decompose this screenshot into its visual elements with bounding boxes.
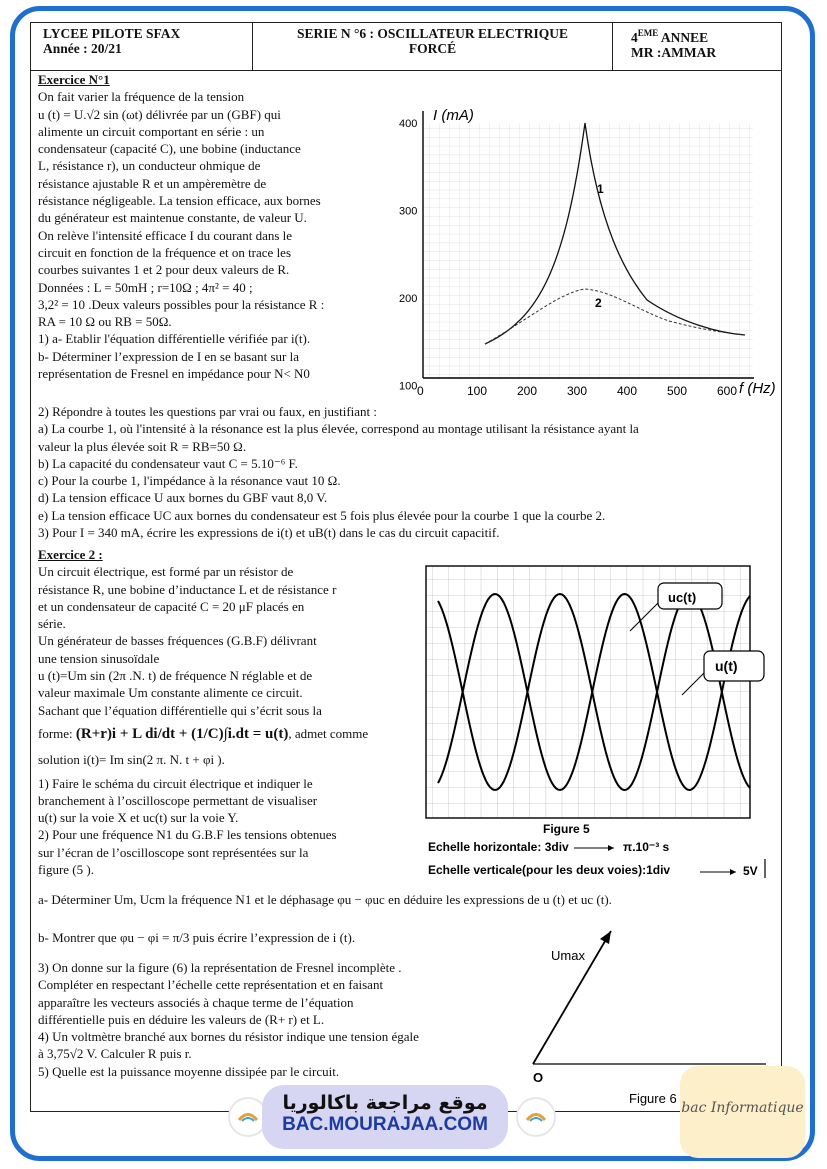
- graph1-x-tick: 0: [417, 384, 424, 398]
- ex2-title: Exercice 2 :: [38, 547, 103, 562]
- series-subtitle: FORCÉ: [408, 41, 457, 56]
- header-series-cell: [253, 23, 613, 70]
- text-line: On fait varier la fréquence de la tension: [38, 89, 245, 105]
- grade-sup: EME: [637, 28, 659, 38]
- graph1-x-tick: 600: [717, 384, 738, 398]
- grade-number: 4: [631, 30, 638, 45]
- u-label: u(t): [715, 658, 738, 674]
- text-line: apparaître les vecteurs associés à chaque terme de l’équation: [38, 994, 354, 1010]
- text-line: alimente un circuit comportant en série : un: [38, 123, 265, 139]
- uc-label: uc(t): [668, 590, 697, 605]
- text-line: résistance R, une bobine d’inductance L et de résistance r: [38, 581, 337, 597]
- text-line: du générateur est maintenue constante, de valeur U.: [38, 210, 307, 226]
- text-line: circuit en fonction de la fréquence et on trace les: [38, 244, 292, 260]
- text-line: à 3,75√2 V. Calculer R puis r.: [38, 1046, 192, 1062]
- graph1-x-tick: 100: [467, 384, 488, 398]
- ex2-qb: b- Montrer que φu − φi = π/3 puis écrire l’expression de i (t).: [38, 930, 356, 945]
- text-line: branchement à l’oscilloscope permettant de visualiser: [38, 792, 318, 808]
- text-line: 3) Pour I = 340 mA, écrire les expressions de i(t) et uB(t) dans le cas du circuit capacitif.: [38, 525, 500, 541]
- text-line: d) La tension efficace U aux bornes du GBF vaut 8,0 V.: [38, 490, 328, 506]
- text-line: 4) Un voltmètre branché aux bornes du résistor indique une tension égale: [38, 1029, 419, 1045]
- fresnel-origin: O: [533, 1070, 544, 1085]
- ex2-eq-prefix: forme:: [38, 725, 73, 741]
- ex2-solution: solution i(t)= Im sin(2 π. N. t + φi ).: [38, 752, 225, 768]
- text-line: sur l’écran de l’oscilloscope sont représentées sur la: [38, 844, 309, 860]
- series-title: SERIE N °6 : OSCILLATEUR ELECTRIQUE: [296, 26, 569, 41]
- graph1-x-tick: 300: [567, 384, 588, 398]
- text-line: Compléter en respectant l’échelle cette représentation et en faisant: [38, 977, 384, 993]
- text-line: Un générateur de basses fréquences (G.B.F) délivrant: [38, 633, 317, 649]
- site-url[interactable]: BAC.MOURAJAA.COM: [282, 1114, 488, 1135]
- text-line: u (t) = U.√2 sin (ωt) délivrée par un (GBF) qui: [38, 106, 281, 122]
- text-line: et un condensateur de capacité C = 20 μF placés en: [38, 598, 305, 614]
- text-line: série.: [38, 616, 66, 632]
- ex1-text: [38, 71, 393, 382]
- school-name: LYCEE PILOTE SFAX: [43, 26, 181, 41]
- text-line: 5) Quelle est la puissance moyenne dissipée par le circuit.: [38, 1063, 340, 1079]
- text-line: différentielle puis en déduire les valeurs de (R+ r) et L.: [38, 1011, 325, 1027]
- site-arabic-title: موقع مراجعة باكالوريا: [282, 1092, 488, 1114]
- text-line: u(t) sur la voie X et uc(t) sur la voie Y.: [38, 810, 239, 826]
- graph1-y-tick: 400: [399, 118, 418, 130]
- bac-informatique-logo: [680, 1066, 805, 1158]
- graph1-x-label: f (Hz): [739, 380, 776, 397]
- text-line: Sachant que l’équation différentielle qui s’écrit sous la: [38, 702, 322, 718]
- figure5-oscillogram: [416, 563, 776, 878]
- text-line: figure (5 ).: [38, 862, 94, 878]
- ex2-q3-text: [38, 959, 518, 1080]
- ex2-equation-line: [38, 725, 418, 743]
- school-year: Année : 20/21: [43, 41, 122, 56]
- header-grade-cell: [613, 23, 782, 70]
- exam-sheet: [30, 22, 782, 1112]
- ex2-equation: (R+r)i + L di/dt + (1/C)∫i.dt = u(t): [75, 725, 289, 742]
- graph1-y-tick: 300: [399, 205, 418, 218]
- ex1-title: Exercice N°1: [38, 72, 110, 87]
- brand-text: bac Informatique: [681, 1100, 804, 1116]
- ex2-qa: a- Déterminer Um, Ucm la fréquence N1 et le déphasage φu − φuc en déduire les expressions de u (t) et uc (t).: [38, 892, 612, 907]
- graph1-x-tick: 500: [667, 384, 688, 398]
- text-line: 1) Faire le schéma du circuit électrique et indiquer le: [38, 775, 313, 791]
- ex1-q2-text: [38, 403, 778, 541]
- text-line: condensateur (capacité C), une bobine (inductance: [38, 141, 301, 157]
- grade-word: ANNEE: [660, 30, 709, 45]
- curve-2-label: 2: [595, 296, 602, 310]
- fresnel-vector-label: Umax: [551, 948, 585, 963]
- text-line: représentation de Fresnel en impédance pour N< N0: [38, 366, 310, 382]
- text-line: u (t)=Um sin (2π .N. t) de fréquence N réglable et de: [38, 668, 313, 684]
- text-line: e) La tension efficace UC aux bornes du condensateur est 5 fois plus élevée pour la courbe 1 que la courbe 2.: [38, 507, 606, 523]
- text-line: a) La courbe 1, où l'intensité à la résonance est la plus élevée, correspond au montage utilisant la résistance ayant la: [38, 421, 639, 437]
- text-line: L, résistance r), un conducteur ohmique de: [38, 158, 261, 174]
- figure6-caption: Figure 6: [629, 1091, 677, 1106]
- text-line: b) La capacité du condensateur vaut C = 5.10⁻⁶ F.: [38, 455, 298, 471]
- site-logo-right: [516, 1097, 556, 1137]
- hscale-label: Echelle horizontale: 3div: [428, 840, 569, 854]
- graph1-x-tick: 200: [517, 384, 538, 398]
- text-line: résistance ajustable R et un ampèremètre de: [38, 175, 267, 191]
- text-line: 3) On donne sur la figure (6) la représentation de Fresnel incomplète .: [38, 960, 402, 975]
- teacher-name: MR :AMMAR: [631, 45, 717, 60]
- graph1-y-label: I (mA): [433, 107, 474, 124]
- figure5-caption: Figure 5: [543, 822, 590, 836]
- text-line: On relève l'intensité efficace I du courant dans le: [38, 227, 293, 243]
- text-line: 2) Pour une fréquence N1 du G.B.F les tensions obtenues: [38, 827, 337, 843]
- text-line: Un circuit électrique, est formé par un résistor de: [38, 564, 294, 580]
- text-line: 3,2² = 10 .Deux valeurs possibles pour la résistance R :: [38, 296, 325, 312]
- graph1-x-tick: 400: [617, 384, 638, 398]
- text-line: valeur maximale Um constante alimente ce circuit.: [38, 685, 303, 701]
- graph1-y-tick: 200: [399, 293, 418, 305]
- text-line: Données : L = 50mH ; r=10Ω ; 4π² = 40 ;: [38, 279, 253, 295]
- text-line: une tension sinusoïdale: [38, 650, 160, 666]
- text-line: valeur la plus élevée soit R = RB=50 Ω.: [38, 438, 247, 454]
- graph1-y-tick: 100: [399, 380, 418, 393]
- ex2-eq-suffix: , admet comme: [288, 725, 369, 741]
- vscale-value: 5V: [743, 864, 758, 878]
- curve-1-label: 1: [597, 182, 604, 196]
- text-line: RA = 10 Ω ou RB = 50Ω.: [38, 314, 172, 330]
- header-table: [31, 23, 782, 71]
- text-line: c) Pour la courbe 1, l'impédance à la résonance vaut 10 Ω.: [38, 473, 341, 489]
- resonance-graph: [399, 93, 779, 398]
- site-badge[interactable]: [262, 1085, 508, 1149]
- ex2-text: [38, 546, 418, 878]
- text-line: 2) Répondre à toutes les questions par vrai ou faux, en justifiant :: [38, 404, 378, 419]
- hscale-value: π.10⁻³ s: [623, 840, 670, 854]
- text-line: b- Déterminer l’expression de I en se basant sur la: [38, 348, 299, 364]
- text-line: 1) a- Etablir l'équation différentielle vérifiée par i(t).: [38, 331, 311, 347]
- text-line: résistance négligeable. La tension efficace, aux bornes: [38, 193, 321, 209]
- header-school-cell: [31, 23, 253, 70]
- vscale-label: Echelle verticale(pour les deux voies):1div: [428, 863, 671, 877]
- text-line: courbes suivantes 1 et 2 pour deux valeurs de R.: [38, 262, 290, 278]
